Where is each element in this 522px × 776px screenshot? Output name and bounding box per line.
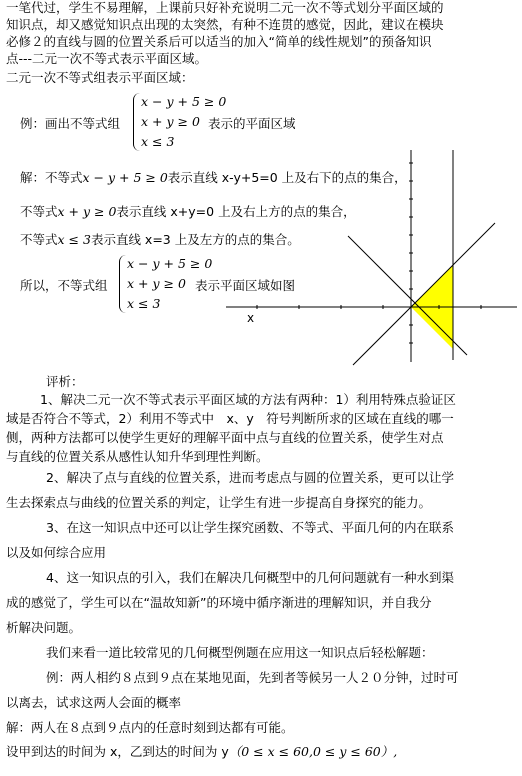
closing-5-prefix: 设甲到达的时间为 x，乙到达的时间为 y [6,744,229,759]
comment-p1-line-4: 与直线的位置关系从感性认知升华到理性判断。 [6,449,269,464]
solution-ineq-2: x + y ≥ 0 [127,276,186,291]
comment-title: 评析： [46,374,84,389]
intro-line-1: 一笔代过，学生不易理解，上课前只好补充说明二元一次不等式划分平面区域的 [6,0,444,15]
closing-line-2: 例：两人相约８点到９点在某地见面，先到者等候另一人２０分钟，过时可 [46,670,459,685]
comment-p4-line-3: 析解决问题。 [6,620,82,635]
solution-1-math: x − y + 5 ≥ 0 [82,170,168,185]
closing-line-3: 以离去，试求这两人会面的概率 [6,695,182,710]
section-heading: 二元一次不等式组表示平面区域： [6,70,194,85]
comment-p4-line-2: 成的感觉了，学生可以在“温故知新”的环境中循序渐进的理解知识，并自我分 [6,595,432,610]
comment-p1-line-3: 侧，两种方法都可以使学生更好的理解平面中点与直线的位置关系，使学生对点 [6,430,444,445]
comment-p1-line-1: 1、解决二元一次不等式表示平面区域的方法有两种：1）利用特殊点验证区 [40,392,456,407]
solution-2-prefix: 不等式 [20,204,58,219]
solution-1-prefix: 解：不等式 [20,170,83,185]
example-ineq-2: x + y ≥ 0 [141,114,200,129]
solution-3-math: x ≤ 3 [57,232,91,247]
solution-4-suffix: 表示平面区域如图 [195,278,296,293]
closing-line-4: 解：两人在８点到９点内的任意时刻到达都有可能。 [6,720,294,735]
closing-line-5 [6,744,397,760]
example-suffix: 表示的平面区域 [208,116,296,131]
intro-line-2: 知识点，却又感觉知识点出现的太突然，有种不连贯的感觉，因此，建议在模块 [6,17,444,32]
closing-line-1: 我们来看一道比较常见的几何概型例题在应用这一知识点后轻松解题： [46,645,434,660]
comment-p4-line-1: 4、这一知识点的引入，我们在解决几何概型中的几何问题就有一种水到渠 [46,570,454,585]
closing-5-math: （0 ≤ x ≤ 60,0 ≤ y ≤ 60）, [228,744,398,759]
solution-2-math: x + y ≥ 0 [57,204,117,219]
example-prefix: 例：画出不等式组 [20,116,121,131]
x-axis-label: x [247,311,255,325]
comment-p3-line-2: 以及如何综合应用 [6,545,107,560]
solution-3-suffix: 表示直线 x=3 上及左方的点的集合。 [90,232,300,247]
comment-p1-line-2: 域是否符合不等式，2）利用不等式中 x、y 符号判断所求的区域在直线的哪一 [6,411,454,426]
solution-ineq-3: x ≤ 3 [127,296,161,311]
comment-p2-line-1: 2、解决了点与直线的位置关系，进而考虑点与圆的位置关系，更可以让学 [46,470,454,485]
line-x-plus-y [353,223,495,365]
intro-line-3: 必修２的直线与圆的位置关系后可以适当的加入“简单的线性规划”的预备知识 [6,34,432,49]
example-ineq-3: x ≤ 3 [141,134,175,149]
solution-2-suffix: 表示直线 x+y=0 上及右上方的点的集合， [116,204,356,219]
comment-p2-line-2: 生去探索点与曲线的位置关系的判定，让学生有进一步提高自身探究的能力。 [6,495,432,510]
comment-p3-line-1: 3、在这一知识点中还可以让学生探究函数、不等式、平面几何的内在联系 [46,520,454,535]
solution-1-suffix: 表示直线 x-y+5=0 上及右下的点的集合， [167,170,407,185]
solution-3-prefix: 不等式 [20,232,58,247]
intro-line-4: 点---二元一次不等式表示平面区域。 [6,51,208,66]
example-ineq-1: x − y + 5 ≥ 0 [141,94,227,109]
solution-4-prefix: 所以，不等式组 [20,278,108,293]
solution-ineq-1: x − y + 5 ≥ 0 [127,256,213,271]
